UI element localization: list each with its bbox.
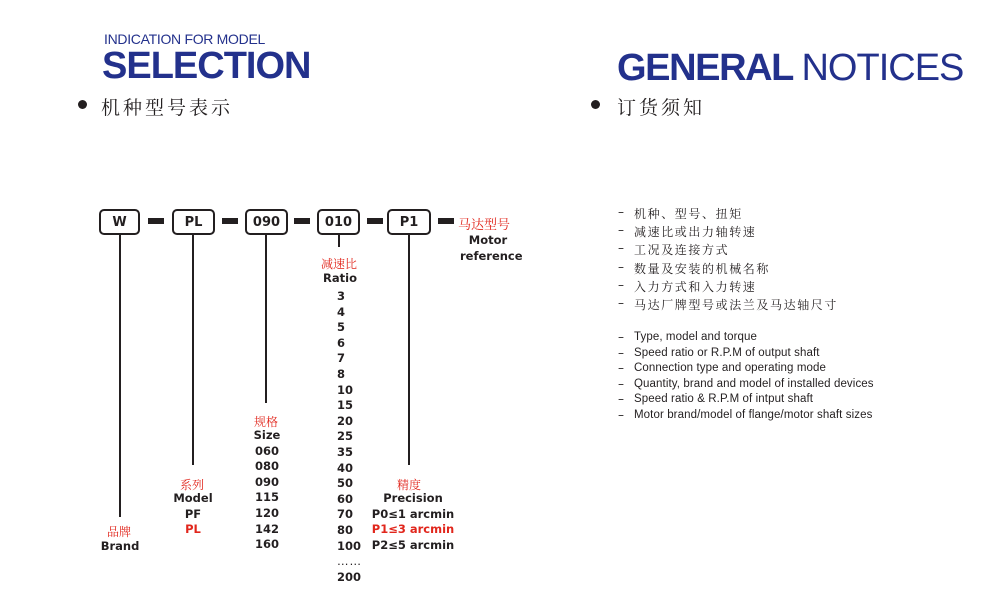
heading-title-bold: GENERAL xyxy=(617,47,793,89)
ratio-option: 8 xyxy=(337,366,346,381)
model-options xyxy=(168,491,218,538)
dash-icon: – xyxy=(618,223,626,238)
precision-label-cn: 精度 xyxy=(396,478,421,492)
notices-en-list xyxy=(618,330,874,424)
dash-icon: – xyxy=(618,376,625,391)
precision-options xyxy=(368,491,458,553)
dash-icon: – xyxy=(618,345,625,360)
heading-title-light: NOTICES xyxy=(801,47,964,89)
ratio-ellipsis: …… xyxy=(337,554,362,569)
list-item: – 马达厂牌型号或法兰及马达轴尺寸 xyxy=(618,296,838,314)
motor-reference-line1: Motor xyxy=(468,233,508,247)
model-label-en: Model xyxy=(173,491,213,505)
size-option: 060 xyxy=(254,443,279,458)
size-label-en: Size xyxy=(253,428,281,442)
size-option: 160 xyxy=(254,537,279,552)
notices-cn-list xyxy=(618,205,838,314)
ratio-value-list xyxy=(337,289,362,585)
connector-ratio xyxy=(338,235,340,247)
ratio-option: 5 xyxy=(337,320,346,335)
heading-title-general-notices xyxy=(617,47,963,90)
size-options xyxy=(245,428,289,553)
dash-icon: – xyxy=(618,361,625,376)
brand-label-cn: 品牌 xyxy=(106,525,131,539)
code-box-precision: P1 xyxy=(387,209,431,235)
size-option: 080 xyxy=(254,459,279,474)
size-option: 120 xyxy=(254,505,279,520)
dash-icon: – xyxy=(618,259,626,274)
ratio-option: 10 xyxy=(337,382,354,397)
ratio-option: 7 xyxy=(337,351,346,366)
ratio-label-cn: 减速比 xyxy=(320,257,357,271)
dash-icon: – xyxy=(618,392,625,407)
dash-icon: – xyxy=(618,407,625,422)
list-item: – Speed ratio or R.P.M of output shaft xyxy=(618,345,820,360)
dash-icon: – xyxy=(618,205,626,219)
dash-icon: – xyxy=(618,277,626,292)
connector-model xyxy=(192,235,194,465)
dash-icon: – xyxy=(618,330,625,344)
code-separator xyxy=(438,218,454,224)
code-separator xyxy=(148,218,164,224)
section-ordering-notes: 订货须知 xyxy=(617,97,706,119)
ratio-option: 70 xyxy=(337,507,354,522)
code-separator xyxy=(222,218,238,224)
list-item: – Connection type and operating mode xyxy=(618,361,827,376)
bullet-icon xyxy=(78,100,87,109)
connector-precision xyxy=(408,235,410,465)
connector-size xyxy=(265,235,267,403)
ratio-option: 25 xyxy=(337,429,354,444)
ratio-option: 40 xyxy=(337,460,354,475)
heading-subtitle: INDICATION FOR MODEL xyxy=(104,31,265,47)
ratio-label-en: Ratio xyxy=(323,271,357,285)
list-item: – 数量及安装的机械名称 xyxy=(618,260,838,278)
size-label-cn: 规格 xyxy=(253,415,278,429)
ratio-options xyxy=(337,289,362,585)
list-item: – 工况及连接方式 xyxy=(618,241,838,259)
size-option: 090 xyxy=(254,474,279,489)
ratio-option: 6 xyxy=(337,335,346,350)
code-separator xyxy=(367,218,383,224)
code-box-size: 090 xyxy=(245,209,288,235)
ratio-option: 20 xyxy=(337,413,354,428)
list-item: – 减速比或出力轴转速 xyxy=(618,223,838,241)
list-item: – 入力方式和入力转速 xyxy=(618,278,838,296)
heading-title-selection: SELECTION xyxy=(102,45,311,87)
ratio-option: 50 xyxy=(337,476,354,491)
size-option: 142 xyxy=(254,521,279,536)
size-option: 115 xyxy=(254,490,279,505)
precision-option: P0≤1 arcmin xyxy=(371,506,455,521)
model-label-cn: 系列 xyxy=(179,478,204,492)
list-item: – Motor brand/model of flange/motor shaft sizes xyxy=(618,407,873,422)
dash-icon: – xyxy=(618,241,626,256)
list-item: – Quantity, brand and model of installed devices xyxy=(618,376,874,391)
list-item: – Speed ratio & R.P.M of intput shaft xyxy=(618,392,814,407)
ratio-option: 35 xyxy=(337,444,354,459)
precision-option: P2≤5 arcmin xyxy=(371,537,455,552)
ratio-option: 60 xyxy=(337,491,354,506)
bullet-icon xyxy=(591,100,600,109)
code-box-brand: W xyxy=(99,209,140,235)
precision-label-en: Precision xyxy=(383,491,443,505)
code-separator xyxy=(294,218,310,224)
ratio-option: 80 xyxy=(337,522,354,537)
list-item: – 机种、型号、扭矩 xyxy=(618,205,838,223)
section-model-designation: 机种型号表示 xyxy=(101,97,234,119)
model-option-selected: PL xyxy=(185,522,201,537)
motor-reference-line2: reference xyxy=(460,249,523,263)
ratio-option: 200 xyxy=(337,569,362,584)
code-box-ratio: 010 xyxy=(317,209,360,235)
model-option: PF xyxy=(184,506,202,521)
list-item: – Type, model and torque xyxy=(618,330,758,344)
precision-option-selected: P1≤3 arcmin xyxy=(371,522,455,537)
connector-brand xyxy=(119,235,121,517)
ratio-option: 3 xyxy=(337,289,346,303)
code-box-model: PL xyxy=(172,209,215,235)
ratio-option: 100 xyxy=(337,538,362,553)
ratio-option: 4 xyxy=(337,304,346,319)
brand-label-en: Brand xyxy=(100,539,140,553)
motor-reference-cn: 马达型号 xyxy=(458,218,511,233)
dash-icon: – xyxy=(618,295,626,310)
ratio-option: 15 xyxy=(337,398,354,413)
